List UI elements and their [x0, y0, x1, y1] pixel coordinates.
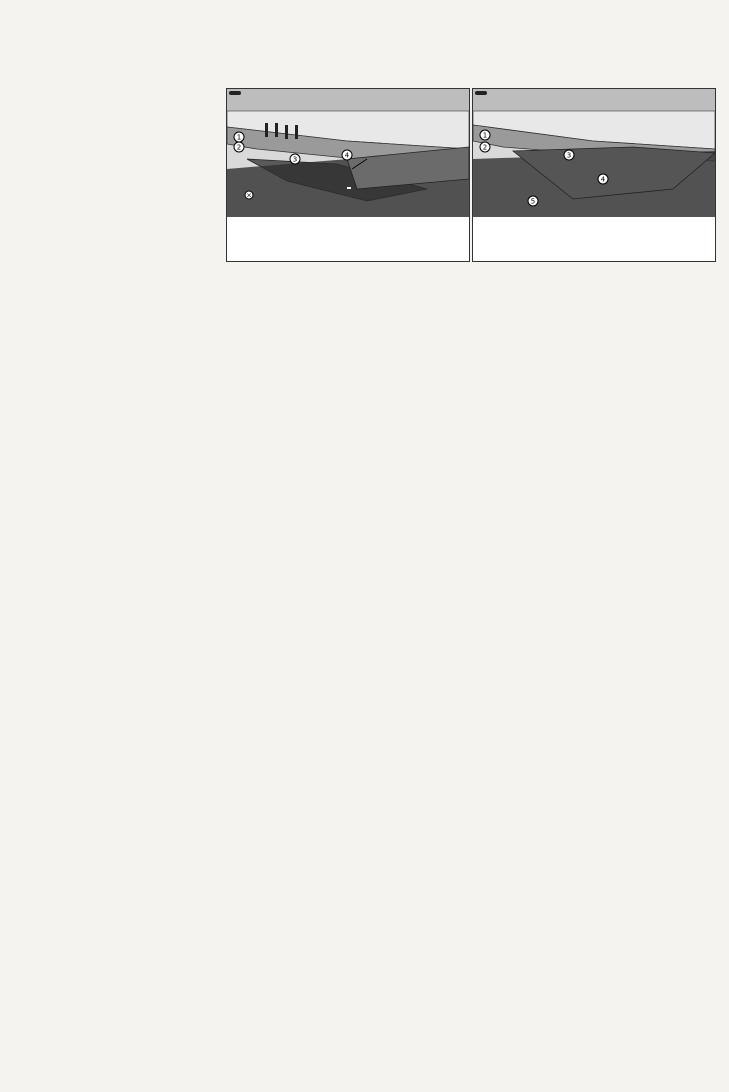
- svg-text:3: 3: [566, 151, 572, 160]
- svg-text:4: 4: [600, 175, 606, 184]
- old-model-diagram: [473, 89, 715, 217]
- new-model-diagram: [227, 89, 469, 217]
- svg-text:1: 1: [482, 131, 488, 140]
- svg-text:2: 2: [482, 143, 488, 152]
- old-model-title: [475, 91, 487, 95]
- svg-text:2: 2: [236, 143, 242, 152]
- svg-text:1: 1: [236, 133, 242, 142]
- headline: [462, 282, 508, 676]
- new-model-date-label: [347, 187, 351, 189]
- figure-plate-models: [226, 88, 718, 288]
- svg-text:3: 3: [292, 155, 298, 164]
- figure-new-model: [226, 88, 470, 262]
- svg-text:5: 5: [530, 197, 536, 206]
- figure-old-model: [472, 88, 716, 262]
- svg-text:×: ×: [246, 191, 252, 200]
- svg-text:4: 4: [344, 151, 350, 160]
- new-model-title: [229, 91, 241, 95]
